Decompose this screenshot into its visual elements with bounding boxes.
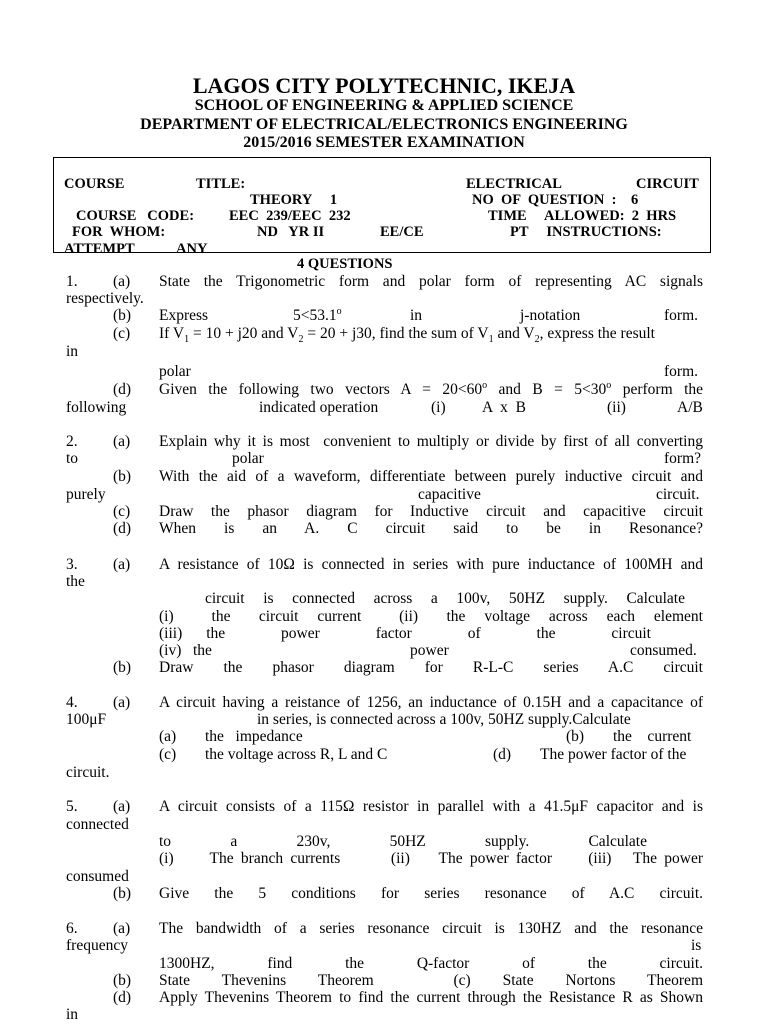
title-value-2: CIRCUIT	[636, 176, 699, 192]
q2-number: 2.	[66, 433, 78, 450]
q1c-word: polar	[159, 363, 191, 380]
institution-title: LAGOS CITY POLYTECHNIC, IKEJA	[192, 73, 576, 98]
no-of-question: NO OF QUESTION : 6	[472, 192, 639, 208]
theory-label: THEORY 1	[250, 192, 338, 208]
q6a-tag: (a)	[113, 920, 131, 937]
q2b-text: With the aid of a waveform, differentiate between purely inductive circuit and	[159, 468, 703, 485]
q1d-text: Given the following two vectors $A = 20<60^o$ and $B = 5<30^o$ perform the	[159, 379, 704, 398]
q5-sub-i: (i) The branch currents (ii) The power factor (iii) The power	[159, 850, 703, 867]
q4-sub-c-tag: (c)	[159, 746, 177, 763]
q3a-tag: (a)	[113, 556, 131, 573]
q6b-text: State Thevenins Theorem (c) State Nortons Theorem	[159, 972, 703, 989]
ee-ce: EE/CE	[380, 224, 424, 240]
school-title: SCHOOL OF ENGINEERING & APPLIED SCIENCE	[194, 97, 574, 114]
q5-cont: consumed	[66, 868, 129, 885]
q1b-angle: $5<53.1^o$	[293, 305, 342, 324]
q1c-cont: in	[66, 343, 79, 360]
q4-number: 4.	[66, 694, 78, 711]
course-label: COURSE	[64, 176, 125, 192]
q3-sub-iv-word: power	[410, 642, 449, 659]
q1b-word: in	[410, 307, 423, 324]
q3-sub-i: (i) the circuit current (ii) the voltage across each element	[159, 608, 703, 625]
q4-sub-a-text: the impedance	[205, 728, 303, 745]
q4a-line2: in series, is connected across a 100v, 50HZ supply.Calculate	[257, 711, 631, 728]
q4-sub-b-text: the current	[613, 728, 692, 745]
q2d-tag: (d)	[113, 520, 132, 537]
q6a-cont: frequency	[66, 937, 128, 954]
q5a-text: A circuit consists of a 115Ω resistor in parallel with a 41.5μF capacitor and is	[159, 798, 703, 815]
q2c-tag: (c)	[113, 503, 131, 520]
q2b-word: circuit.	[656, 486, 700, 503]
q1a-text: State the Trigonometric form and polar form of representing AC signals	[159, 273, 703, 290]
any-label: ANY	[176, 241, 208, 257]
q3-number: 3.	[66, 556, 78, 573]
q2a-word: polar	[232, 450, 264, 467]
title-value: ELECTRICAL	[466, 176, 562, 192]
q1c-tag: (c)	[113, 325, 131, 342]
q3a-text: A resistance of 10Ω is connected in series with pure inductance of 100MH and	[159, 556, 703, 573]
q1d-word: (i)	[431, 399, 446, 416]
q3-sub-iv: (iv) the	[159, 642, 212, 659]
q2d-text: When is an A. C circuit said to be in Resonance?	[159, 520, 703, 537]
q6d-cont: in	[66, 1006, 79, 1023]
department-title: DEPARTMENT OF ELECTRICAL/ELECTRONICS ENGINEERING	[140, 116, 628, 133]
q3-sub-iv-word: consumed.	[630, 642, 697, 659]
q6a-line2: 1300HZ, find the Q-factor of the circuit.	[159, 955, 703, 972]
q6-number: 6.	[66, 920, 78, 937]
q3a-line2: circuit is connected across a 100v, 50HZ supply. Calculate	[205, 590, 685, 607]
q1b-word: Express	[159, 307, 209, 324]
q3b-tag: (b)	[113, 659, 132, 676]
q1a-tag: (a)	[113, 273, 131, 290]
q2b-word: capacitive	[418, 486, 481, 503]
q1a-cont: respectively.	[66, 290, 144, 307]
q3a-cont: the	[66, 573, 85, 590]
q5b-text: Give the 5 conditions for series resonance of A.C circuit.	[159, 885, 703, 902]
q5a-line2: to a 230v, 50HZ supply. Calculate	[159, 833, 647, 850]
q2b-cont: purely	[66, 486, 106, 503]
course-code-label: COURSE CODE:	[76, 208, 195, 224]
q2c-text: Draw the phasor diagram for Inductive circuit and capacitive circuit	[159, 503, 703, 520]
attempt-label: ATTEMPT	[64, 241, 135, 257]
q5a-cont: connected	[66, 816, 129, 833]
q6a-is: is	[691, 937, 702, 954]
q6d-text: Apply Thevenins Theorem to find the current through the Resistance R as Shown	[159, 989, 703, 1006]
q1d-word: indicated operation	[259, 399, 379, 416]
q1b-tag: (b)	[113, 307, 132, 324]
session-title: 2015/2016 SEMESTER EXAMINATION	[243, 134, 525, 151]
q1b-word: j-notation	[520, 307, 581, 324]
q2a-word: form?	[664, 450, 702, 467]
title-label: TITLE:	[196, 176, 246, 192]
q1d-word: (ii)	[607, 399, 626, 416]
q4a-tag: (a)	[113, 694, 131, 711]
course-code-value: EEC 239/EEC 232	[229, 208, 351, 224]
q4-sub-b-tag: (b)	[566, 728, 585, 745]
q1d-word: A/B	[677, 399, 703, 416]
q1d-word: A x B	[482, 399, 526, 416]
q4a-text: A circuit having a reistance of 1256, an inductance of 0.15H and a capacitance of	[159, 694, 703, 711]
q1c-text: If $V_1 = 10 + j20$ and $V_2 = 20 + j30$, find the sum of $V_1$ and $V_2$, express the result	[159, 325, 655, 346]
q5-number: 5.	[66, 798, 78, 815]
q6b-tag: (b)	[113, 972, 132, 989]
q6a-text: The bandwidth of a series resonance circuit is 130HZ and the resonance	[159, 920, 703, 937]
four-questions: 4 QUESTIONS	[297, 256, 393, 272]
q2a-tag: (a)	[113, 433, 131, 450]
q3b-text: Draw the phasor diagram for R-L-C series A.C circuit	[159, 659, 703, 676]
q4-sub-c-text: the voltage across R, L and C	[205, 746, 388, 763]
q1b-word: form.	[664, 307, 699, 324]
q4-sub-a-tag: (a)	[159, 728, 177, 745]
q1c-word: form.	[664, 363, 699, 380]
q4-sub-d-text: The power factor of the	[540, 746, 687, 763]
q3-sub-iii: (iii) the power factor of the circuit	[159, 625, 651, 642]
q5a-tag: (a)	[113, 798, 131, 815]
q2a-text: Explain why it is most convenient to multiply or divide by first of all converting	[159, 433, 703, 450]
instructions-label: PT INSTRUCTIONS:	[510, 224, 662, 240]
for-whom-value: ND YR II	[257, 224, 325, 240]
q1d-cont: following	[66, 399, 127, 416]
q4-cont: circuit.	[66, 764, 110, 781]
q4a-cont: 100μF	[66, 711, 107, 728]
q2b-tag: (b)	[113, 468, 132, 485]
q1-number: 1.	[66, 273, 78, 290]
q1d-tag: (d)	[113, 381, 132, 398]
time-allowed: TIME ALLOWED: 2 HRS	[488, 208, 677, 224]
q4-sub-d-tag: (d)	[493, 746, 512, 763]
q6d-tag: (d)	[113, 989, 132, 1006]
for-whom-label: FOR WHOM:	[72, 224, 166, 240]
q2a-cont: to	[66, 450, 79, 467]
q5b-tag: (b)	[113, 885, 132, 902]
